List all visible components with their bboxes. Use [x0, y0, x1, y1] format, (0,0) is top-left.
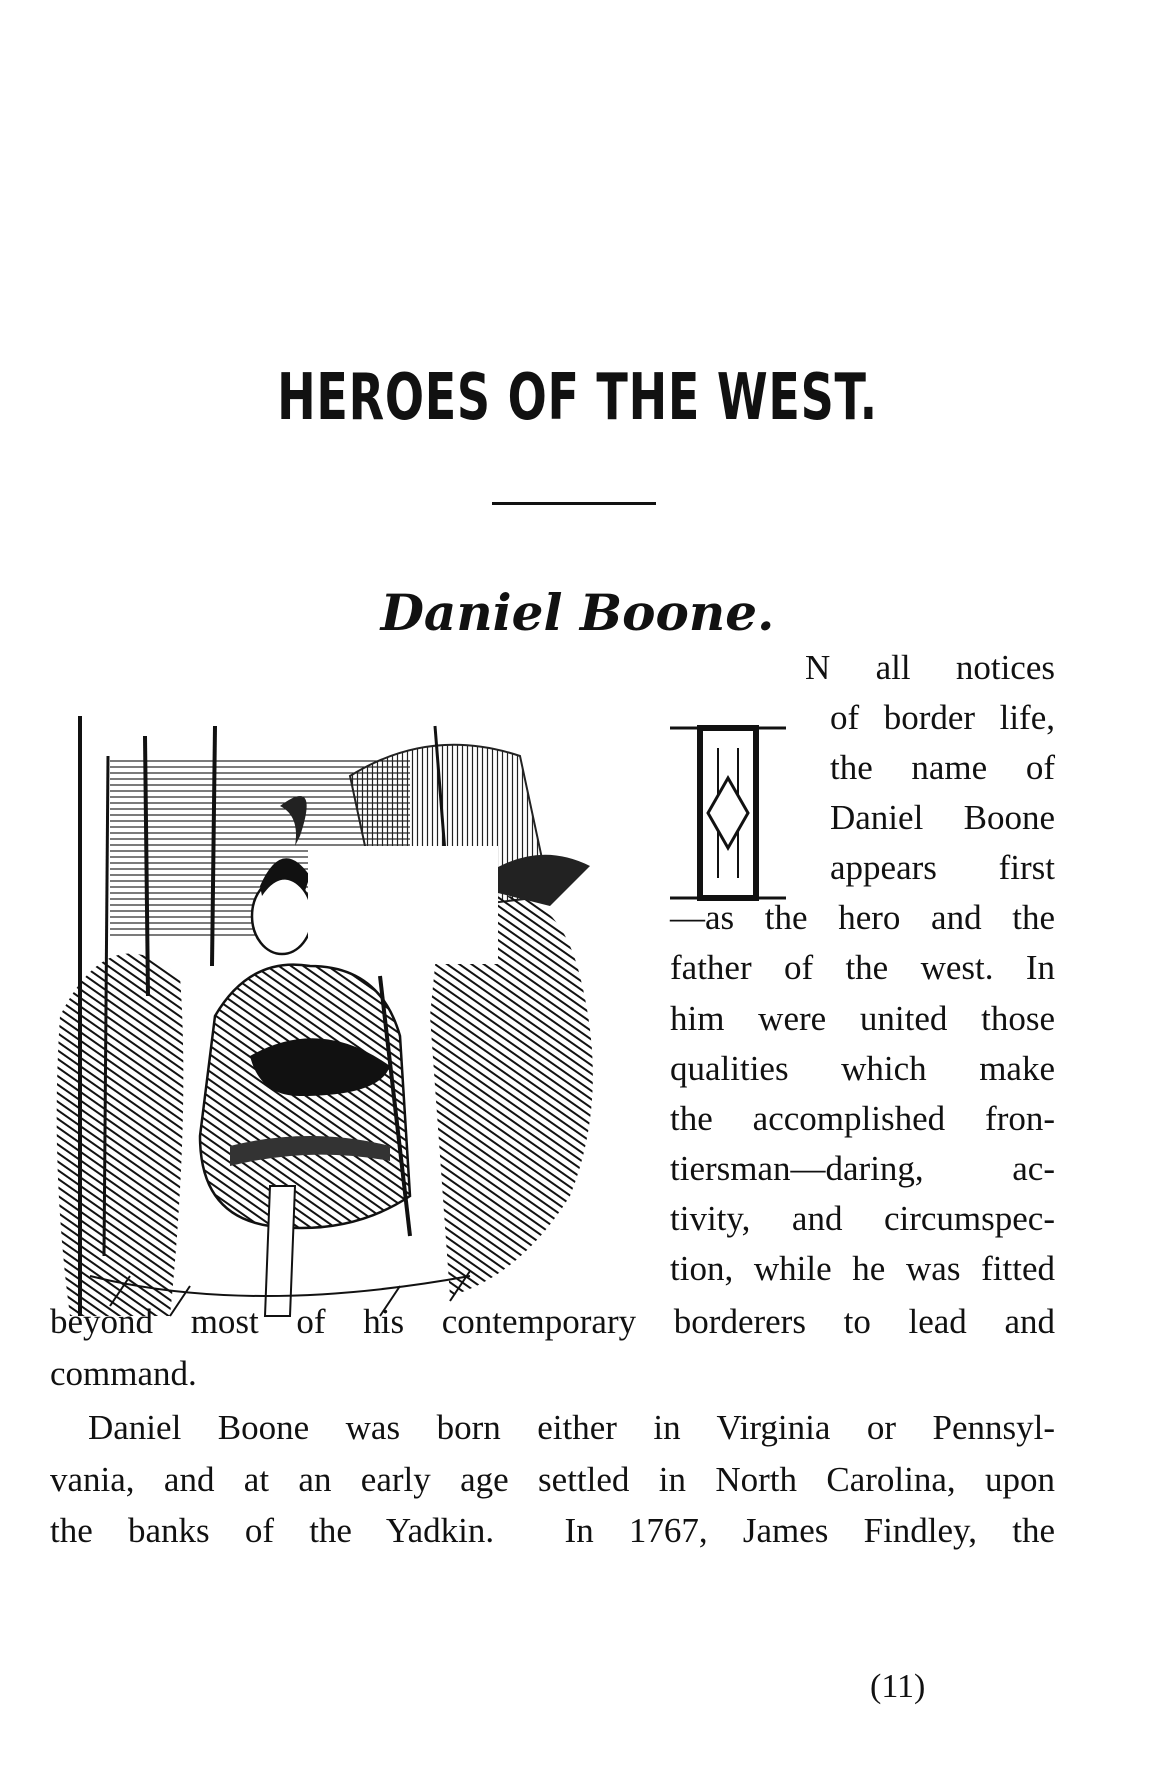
text-line: command. [50, 1354, 197, 1393]
text-line: Daniel Boone was born either in Virginia or Pennsyl- [88, 1408, 1055, 1447]
text-line: of border life, [830, 698, 1055, 737]
text-line: the accomplished fron- [670, 1099, 1055, 1138]
drop-cap [670, 718, 786, 908]
text-line: —as the hero and the [670, 898, 1055, 937]
text-line: tiersman—daring, ac- [670, 1149, 1055, 1188]
text-line: him were united those [670, 999, 1055, 1038]
text-line: the name of [830, 748, 1055, 787]
title-rule [492, 502, 656, 505]
text-line: Daniel Boone [830, 798, 1055, 837]
text-line: appears first [830, 848, 1055, 887]
text-line: qualities which make [670, 1049, 1055, 1088]
text-line: tivity, and circumspec- [670, 1199, 1055, 1238]
text-line: the banks of the Yadkin. In 1767, James Findley, the [50, 1511, 1055, 1550]
page-number: (11) [870, 1668, 926, 1705]
frontiersman-illustration [50, 716, 650, 1360]
text-line: tion, while he was fitted [670, 1249, 1055, 1288]
text-line: vania, and at an early age settled in North Carolina, upon [50, 1460, 1055, 1499]
text-line: father of the west. In [670, 948, 1055, 987]
text-line: N all notices [805, 648, 1055, 687]
text-line: beyond most of his contemporary borderers to lead and [50, 1302, 1055, 1341]
book-title: HEROES OF THE WEST. [277, 361, 878, 435]
chapter-title: Daniel Boone. [380, 583, 775, 642]
ornamental-initial-icon [670, 718, 786, 908]
